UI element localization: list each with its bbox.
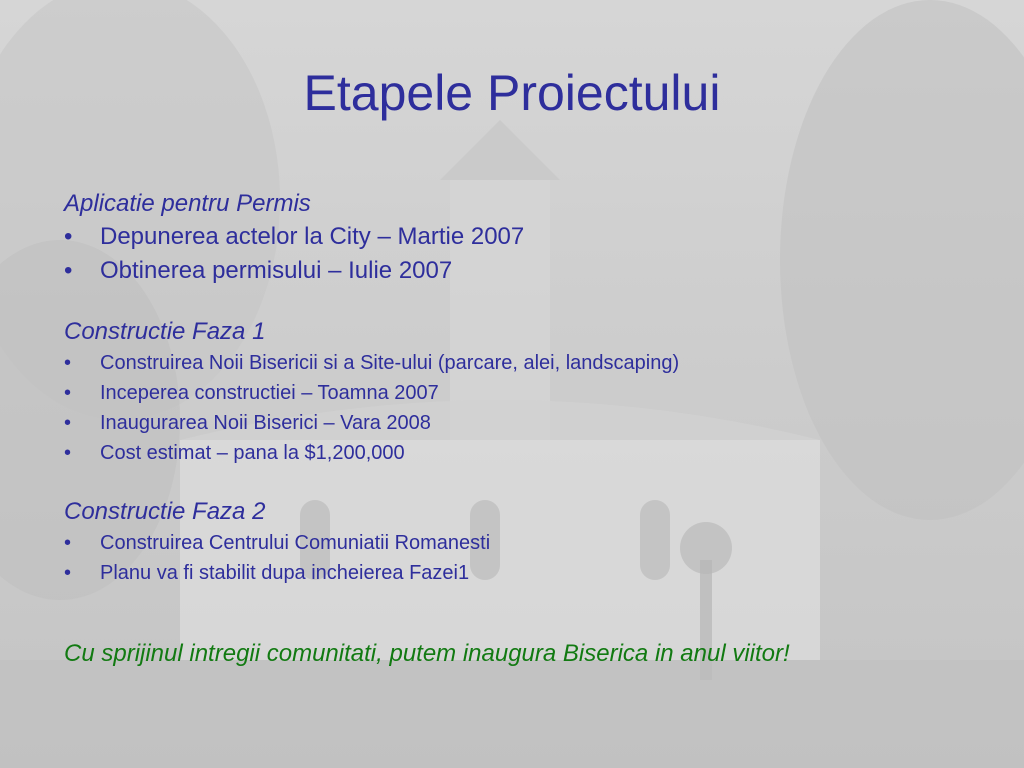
bullet-icon: • (64, 223, 73, 250)
list-item-text: Obtinerea permisului – Iulie 2007 (100, 257, 453, 284)
list-item (64, 348, 964, 378)
bullet-icon: • (64, 382, 72, 404)
list-item-text: Cost estimat – pana la $1,200,000 (100, 442, 405, 464)
closing-statement: Cu sprijinul intregii comunitati, putem inaugura Biserica in anul viitor! (64, 640, 790, 667)
list-item (64, 378, 964, 408)
bullet-icon: • (64, 352, 72, 374)
list-item-text: Depunerea actelor la City – Martie 2007 (100, 223, 525, 250)
slide-title: Etapele Proiectului (303, 65, 721, 121)
list-item (64, 528, 964, 558)
bullet-icon: • (64, 532, 72, 554)
list-item-text: Inaugurarea Noii Biserici – Vara 2008 (100, 412, 431, 434)
section-heading-phase-2: Constructie Faza 2 (64, 498, 266, 525)
bullet-icon: • (64, 442, 72, 464)
list-item-text: Planu va fi stabilit dupa incheierea Fazei1 (100, 562, 470, 584)
permit-list (64, 220, 964, 288)
list-item (64, 408, 964, 438)
list-item-text: Construirea Centrului Comuniatii Romanesti (100, 532, 491, 554)
slide-content (64, 188, 964, 670)
bullet-icon: • (64, 257, 73, 284)
list-item-text: Construirea Noii Bisericii si a Site-ului (parcare, alei, landscaping) (100, 352, 680, 374)
phase-1-list (64, 348, 964, 468)
list-item (64, 220, 964, 254)
bullet-icon: • (64, 562, 72, 584)
list-item (64, 254, 964, 288)
list-item-text: Inceperea constructiei – Toamna 2007 (100, 382, 439, 404)
bullet-icon: • (64, 412, 72, 434)
list-item (64, 558, 964, 588)
list-item (64, 438, 964, 468)
section-heading-permit: Aplicatie pentru Permis (64, 190, 311, 217)
phase-2-list (64, 528, 964, 588)
section-heading-phase-1: Constructie Faza 1 (64, 318, 266, 345)
